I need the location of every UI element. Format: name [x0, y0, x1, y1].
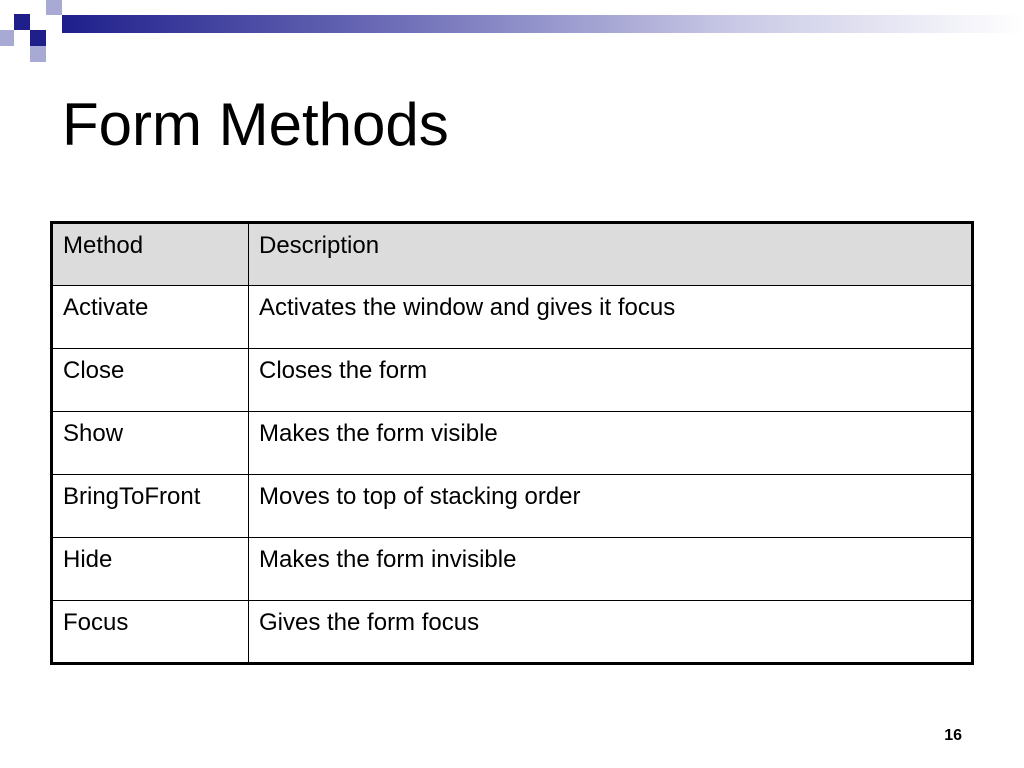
description-cell: Makes the form visible [249, 412, 973, 475]
table-row [52, 601, 973, 664]
table-row [52, 412, 973, 475]
method-cell: Hide [52, 538, 249, 601]
column-header-method: Method [52, 223, 249, 286]
description-cell: Makes the form invisible [249, 538, 973, 601]
method-cell: Activate [52, 286, 249, 349]
description-cell: Moves to top of stacking order [249, 475, 973, 538]
header-decoration [0, 0, 1024, 62]
methods-table [50, 221, 974, 665]
table-row [52, 538, 973, 601]
table-row [52, 286, 973, 349]
table-row [52, 475, 973, 538]
page-number: 16 [944, 727, 962, 744]
table-header-row [52, 223, 973, 286]
description-cell: Closes the form [249, 349, 973, 412]
description-cell: Gives the form focus [249, 601, 973, 664]
deco-square-light-left [0, 30, 14, 46]
slide-title: Form Methods [62, 91, 449, 158]
header-gradient-bar [62, 15, 1024, 33]
column-header-description: Description [249, 223, 973, 286]
deco-square-dark-mid [30, 30, 46, 46]
deco-square-light-bottom [30, 46, 46, 62]
description-cell: Activates the window and gives it focus [249, 286, 973, 349]
table-row [52, 349, 973, 412]
deco-square-dark-top-left [14, 14, 30, 30]
deco-square-light-top [46, 0, 62, 15]
method-cell: Focus [52, 601, 249, 664]
method-cell: BringToFront [52, 475, 249, 538]
method-cell: Close [52, 349, 249, 412]
method-cell: Show [52, 412, 249, 475]
